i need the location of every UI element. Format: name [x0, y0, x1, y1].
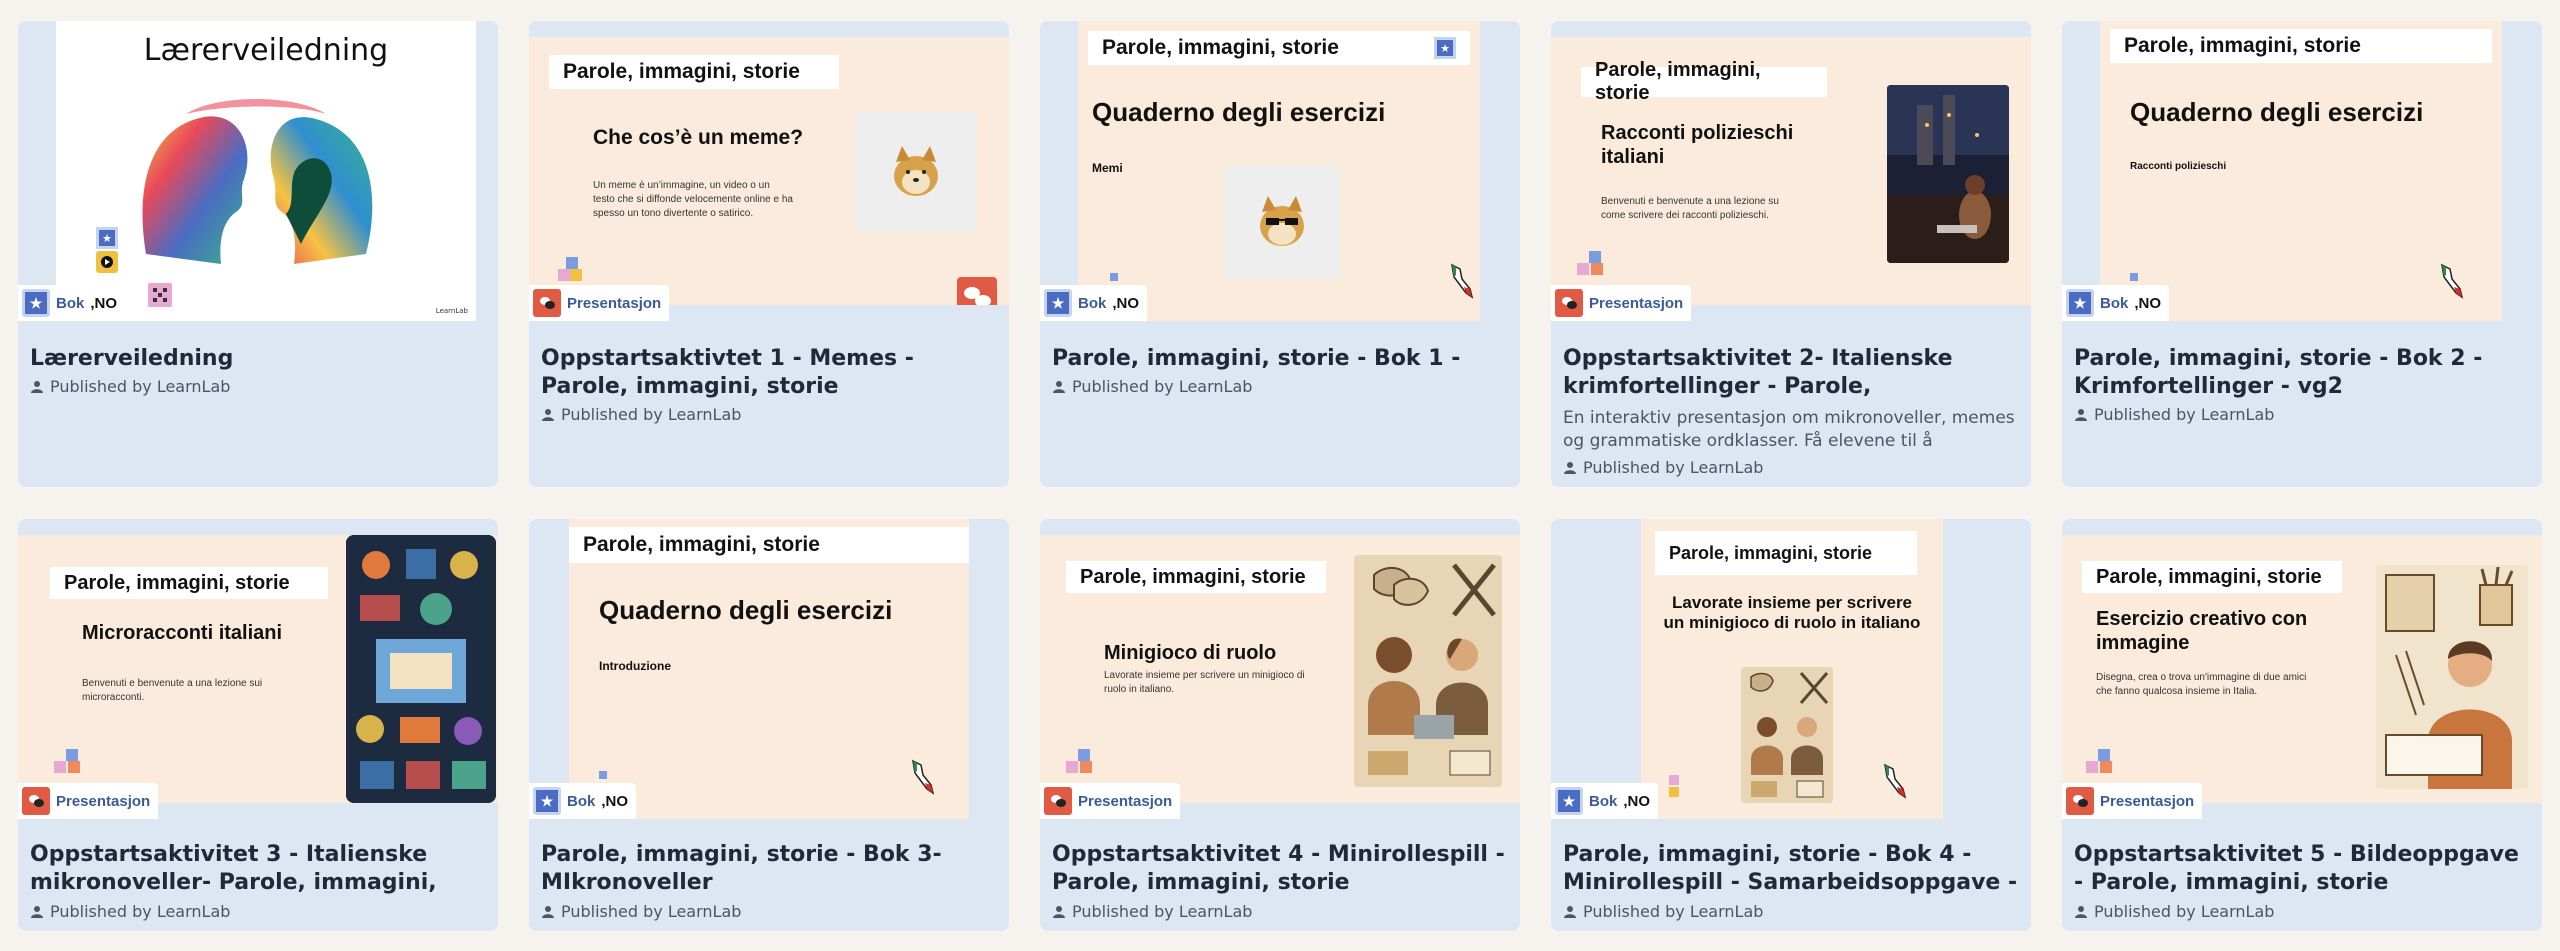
- card-title[interactable]: Oppstartsaktivitet 5 - Bildeoppgave - Parole, immagini, storie: [2074, 842, 2519, 895]
- resource-card[interactable]: [529, 519, 1009, 931]
- slide-subtitle: Racconti polizieschi: [2130, 161, 2227, 172]
- card-title[interactable]: Parole, immagini, storie - Bok 1 -: [1052, 346, 1461, 371]
- badge-type-label: Bok: [56, 294, 85, 312]
- resource-type-badge: [529, 783, 636, 819]
- slide-heading: Racconti polizieschi italiani: [1601, 122, 1794, 168]
- resource-type-badge: [18, 285, 125, 321]
- resource-card[interactable]: [1551, 21, 2031, 487]
- deco-square: [1669, 787, 1679, 797]
- slide-label: Parole, immagini, storie: [1088, 31, 1470, 65]
- italy-map-icon: [2438, 263, 2464, 303]
- card-thumbnail[interactable]: [1551, 519, 2031, 819]
- slide-heading: Esercizio creativo con immagine: [2096, 608, 2308, 654]
- deco-square: [1577, 263, 1589, 275]
- presentation-icon: [1044, 787, 1072, 815]
- deco-square: [1591, 263, 1603, 275]
- card-publisher: [1563, 902, 1763, 921]
- slide-heading: Lærerveiledning: [143, 33, 389, 68]
- slide-heading: Microracconti italiani: [82, 622, 283, 644]
- card-thumbnail[interactable]: [529, 519, 1009, 819]
- publisher-label: Published by LearnLab: [50, 902, 231, 921]
- card-publisher: [30, 377, 230, 396]
- slide-body: Lavorate insieme per scrivere un minigioco di ruolo in italiano.: [1104, 670, 1305, 695]
- publisher-label: Published by LearnLab: [1583, 902, 1764, 921]
- deco-square: [66, 749, 78, 761]
- presentation-icon: [533, 289, 561, 317]
- card-thumbnail[interactable]: [18, 519, 498, 819]
- card-title[interactable]: Oppstartsaktivitet 2- Italienske krimfortellinger - Parole,: [1563, 346, 1953, 399]
- card-publisher: [30, 902, 230, 921]
- colorful-heads-illustration: [126, 94, 388, 269]
- resource-card[interactable]: [529, 21, 1009, 487]
- slide-preview: [1551, 37, 2031, 305]
- badge-type-label: Presentasjon: [1589, 294, 1684, 312]
- publisher-label: Published by LearnLab: [2094, 405, 2275, 424]
- dice-icon: [148, 283, 172, 307]
- publisher-label: Published by LearnLab: [2094, 902, 2275, 921]
- slide-preview: [529, 37, 1009, 305]
- person-icon: [30, 905, 44, 919]
- speech-bubble-icon: [957, 277, 997, 305]
- slide-preview: [2062, 535, 2542, 803]
- slide-label: Parole, immagini, storie: [549, 55, 839, 89]
- slide-preview: [569, 519, 969, 819]
- card-publisher: [2074, 405, 2274, 424]
- badge-type-label: Presentasjon: [1078, 792, 1173, 810]
- slide-label: Parole, immagini, storie: [2110, 29, 2492, 63]
- slide-body: Un meme è un’immagine, un video o un testo che si diffonde velocemente online e ha spesso un tono divertente o satirico.: [593, 180, 793, 219]
- card-title[interactable]: Parole, immagini, storie - Bok 4 - Minirollespill - Samarbeidsoppgave -: [1563, 842, 2018, 895]
- person-icon: [1052, 905, 1066, 919]
- star-icon: ★: [1434, 37, 1456, 59]
- slide-heading: Minigioco di ruolo: [1104, 642, 1277, 664]
- card-title[interactable]: Oppstartsaktivtet 1 - Memes - Parole, immagini, storie: [541, 346, 914, 399]
- deco-square: [1080, 761, 1092, 773]
- slide-label: Parole, immagini, storie: [569, 527, 969, 563]
- slide-heading: Che cos’è un meme?: [593, 126, 804, 149]
- slide-heading: Lavorate insieme per scrivere un minigioco di ruolo in italiano: [1663, 593, 1921, 633]
- badge-type-label: Presentasjon: [2100, 792, 2195, 810]
- deco-square: [570, 269, 582, 281]
- person-icon: [1563, 461, 1577, 475]
- slide-preview: [2100, 21, 2502, 321]
- book-icon: ★: [22, 289, 50, 317]
- badge-type-label: Bok: [1589, 792, 1618, 810]
- star-icon: ★: [96, 227, 118, 249]
- slide-label: Parole, immagini, storie: [2082, 561, 2342, 593]
- play-icon: [96, 251, 118, 273]
- deco-square: [1110, 273, 1118, 281]
- book-icon: ★: [2066, 289, 2094, 317]
- card-thumbnail[interactable]: [2062, 519, 2542, 819]
- badge-type-label: Bok: [567, 792, 596, 810]
- resource-type-badge: [1551, 783, 1658, 819]
- badge-type-label: Presentasjon: [567, 294, 662, 312]
- resource-type-badge: [2062, 285, 2169, 321]
- card-title[interactable]: Lærerveiledning: [30, 346, 234, 371]
- card-description: En interaktiv presentasjon om mikronoveller, memes og grammatiske ordklasser. Få elevene til å: [1563, 408, 2015, 451]
- card-title[interactable]: Oppstartsaktivitet 4 - Minirollespill - Parole, immagini, storie: [1052, 842, 1505, 895]
- slide-label: Parole, immagini, storie: [1655, 531, 1917, 575]
- badge-type-label: Bok: [2100, 294, 2129, 312]
- italy-map-icon: [1448, 263, 1474, 303]
- badge-language: ,NO: [90, 294, 118, 312]
- badge-language: ,NO: [1112, 294, 1140, 312]
- card-thumbnail[interactable]: [18, 21, 498, 321]
- card-thumbnail[interactable]: [1040, 519, 1520, 819]
- person-icon: [1563, 905, 1577, 919]
- deco-square: [2130, 273, 2138, 281]
- slide-label: Parole, immagini, storie: [1066, 561, 1326, 593]
- book-icon: ★: [1044, 289, 1072, 317]
- card-thumbnail[interactable]: [529, 21, 1009, 321]
- slide-preview: [56, 21, 476, 321]
- resource-card[interactable]: [1040, 519, 1520, 931]
- presentation-icon: [1555, 289, 1583, 317]
- doge-sunglasses-image: [1224, 165, 1340, 279]
- drawing-boy-illustration: [2376, 565, 2528, 789]
- person-icon: [541, 905, 555, 919]
- deco-square: [1669, 775, 1679, 785]
- slide-heading: Quaderno degli esercizi: [2130, 97, 2424, 127]
- badge-type-label: Presentasjon: [56, 792, 151, 810]
- publisher-label: Published by LearnLab: [1072, 902, 1253, 921]
- card-publisher: [1052, 377, 1252, 396]
- slide-body: Benvenuti e benvenute a una lezione sui microracconti.: [82, 678, 263, 703]
- resource-type-badge: [1551, 285, 1691, 321]
- deco-square: [566, 257, 578, 269]
- card-title[interactable]: Parole, immagini, storie - Bok 3- MIkronoveller: [541, 842, 942, 895]
- doge-image: [855, 112, 977, 232]
- slide-subtitle: Memi: [1092, 161, 1123, 175]
- slide-heading: Quaderno degli esercizi: [1092, 97, 1386, 127]
- slide-body: Benvenuti e benvenute a una lezione su come scrivere dei racconti polizieschi.: [1601, 196, 1779, 221]
- collage-image: [346, 535, 496, 803]
- resource-card[interactable]: [2062, 21, 2542, 487]
- deco-square: [2098, 749, 2110, 761]
- deco-square: [1078, 749, 1090, 761]
- badge-type-label: Bok: [1078, 294, 1107, 312]
- publisher-label: Published by LearnLab: [561, 405, 742, 424]
- presentation-icon: [22, 787, 50, 815]
- night-city-image: [1887, 85, 2009, 263]
- slide-subtitle: Introduzione: [599, 659, 671, 673]
- resource-type-badge: [529, 285, 669, 321]
- resource-card[interactable]: [18, 519, 498, 931]
- deco-square: [558, 269, 570, 281]
- deco-square: [2086, 761, 2098, 773]
- slide-heading: Quaderno degli esercizi: [599, 595, 893, 625]
- card-publisher: [1052, 902, 1252, 921]
- card-title[interactable]: Parole, immagini, storie - Bok 2 - Krimfortellinger - vg2: [2074, 346, 2483, 399]
- slide-footer-logo: LearnLab: [435, 307, 468, 315]
- resource-card[interactable]: [1040, 21, 1520, 487]
- card-publisher: [1563, 458, 1763, 477]
- resource-type-badge: [1040, 783, 1180, 819]
- badge-language: ,NO: [1623, 792, 1651, 810]
- slide-preview: [1641, 519, 1943, 819]
- resource-card[interactable]: [18, 21, 498, 487]
- resource-card[interactable]: [2062, 519, 2542, 931]
- publisher-label: Published by LearnLab: [561, 902, 742, 921]
- card-thumbnail[interactable]: [1551, 21, 2031, 321]
- person-icon: [2074, 905, 2088, 919]
- card-publisher: [541, 902, 741, 921]
- deco-square: [1589, 251, 1601, 263]
- person-icon: [30, 380, 44, 394]
- deco-square: [68, 761, 80, 773]
- deco-square: [599, 771, 607, 779]
- card-title[interactable]: Oppstartsaktivitet 3 - Italienske mikronoveller- Parole, immagini,: [30, 842, 437, 895]
- card-thumbnail[interactable]: [1040, 21, 1520, 321]
- card-publisher: [2074, 902, 2274, 921]
- deco-square: [2100, 761, 2112, 773]
- roleplay-illustration: [1354, 555, 1502, 787]
- resource-type-badge: [18, 783, 158, 819]
- resource-type-badge: [2062, 783, 2202, 819]
- card-thumbnail[interactable]: [2062, 21, 2542, 321]
- resource-card[interactable]: [1551, 519, 2031, 931]
- slide-preview: [18, 535, 498, 803]
- slide-body: Disegna, crea o trova un'immagine di due amici che fanno qualcosa insieme in Italia.: [2096, 672, 2307, 697]
- italy-map-icon: [1881, 763, 1907, 803]
- publisher-label: Published by LearnLab: [1072, 377, 1253, 396]
- person-icon: [541, 408, 555, 422]
- slide-label: Parole, immagini, storie: [1581, 67, 1827, 97]
- roleplay-illustration: [1741, 667, 1833, 803]
- publisher-label: Published by LearnLab: [1583, 458, 1764, 477]
- slide-label: Parole, immagini, storie: [50, 567, 328, 599]
- publisher-label: Published by LearnLab: [50, 377, 231, 396]
- presentation-icon: [2066, 787, 2094, 815]
- italy-map-icon: [909, 759, 935, 799]
- slide-preview: [1078, 21, 1480, 321]
- resource-type-badge: [1040, 285, 1147, 321]
- badge-language: ,NO: [2134, 294, 2162, 312]
- deco-square: [54, 761, 66, 773]
- deco-square: [1066, 761, 1078, 773]
- slide-preview: [1040, 535, 1520, 803]
- badge-language: ,NO: [601, 792, 629, 810]
- person-icon: [2074, 408, 2088, 422]
- card-publisher: [541, 405, 741, 424]
- person-icon: [1052, 380, 1066, 394]
- book-icon: ★: [1555, 787, 1583, 815]
- book-icon: ★: [533, 787, 561, 815]
